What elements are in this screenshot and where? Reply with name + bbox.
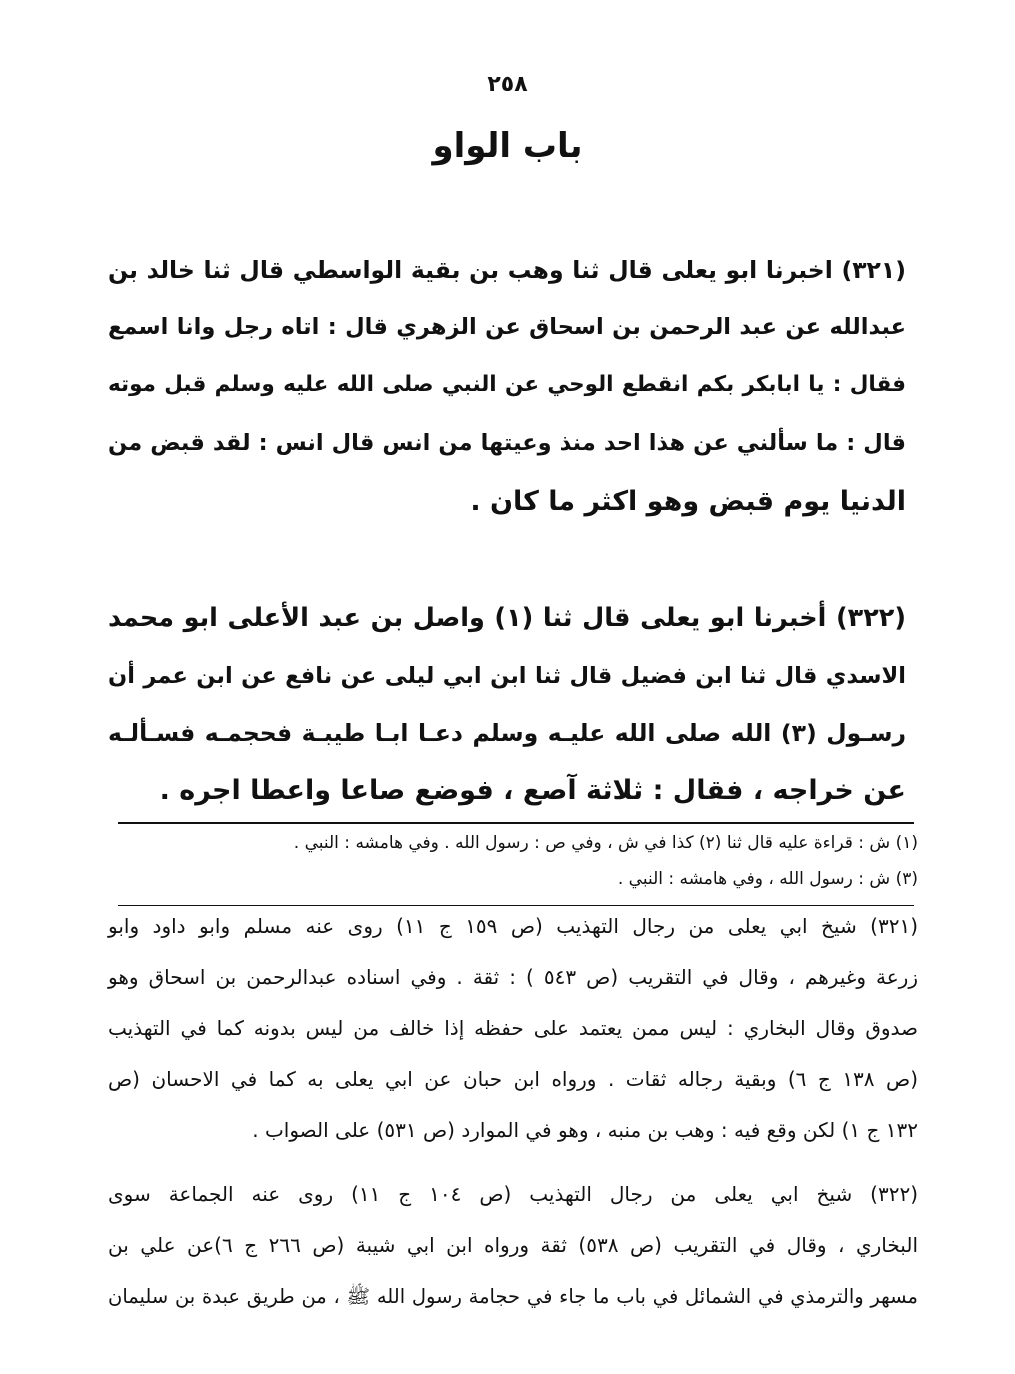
hadith-line: (٣٢١) اخبرنا ابو يعلى قال ثنا وهب بن بقية الواسطي قال ثنا خالد بن bbox=[108, 256, 906, 284]
commentary-line: صدوق وقال البخاري : ليس ممن يعتمد على حفظه إذا خالف من ليس بدونه كما في التهذيب bbox=[108, 1016, 918, 1040]
commentary-line: مسهر والترمذي في الشمائل في باب ما جاء في حجامة رسول الله ﷺ ، من طريق عبدة بن سليمان bbox=[108, 1285, 918, 1308]
hadith-line: الاسدي قال ثنا ابن فضيل قال ثنا ابن ابي ليلى عن نافع عن ابن عمر أن bbox=[108, 663, 906, 689]
footnote-line: (٣) ش : رسول الله ، وفي هامشه : النبي . bbox=[617, 869, 918, 889]
commentary-line: (ص ١٣٨ ج ٦) وبقية رجاله ثقات . ورواه ابن حبان عن ابي يعلى به كما في الاحسان (ص bbox=[108, 1067, 919, 1091]
footnote-line: (١) ش : قراءة عليه قال ثنا (٢) كذا في ش ، وفي ص : رسول الله . وفي هامشه : النبي . bbox=[293, 833, 918, 853]
hadith-line: قال : ما سألني عن هذا احد منذ وعيتها من انس قال انس : لقد قبض من bbox=[108, 430, 906, 456]
hadith-line: عبدالله عن عبد الرحمن بن اسحاق عن الزهري قال : اتاه رجل وانا اسمع bbox=[108, 314, 906, 340]
commentary-line: ١٣٢ ج ١) لكن وقع فيه : وهب بن منبه ، وهو في الموارد (ص ٥٣١) على الصواب . bbox=[252, 1118, 918, 1142]
hadith-line: فقال : يا ابابكر بكم انقطع الوحي عن النبي صلى الله عليه وسلم قبل موته bbox=[108, 372, 906, 397]
commentary-line: (٣٢١) شيخ ابي يعلى من رجال التهذيب (ص ١٥٩ ج ١١) روى عنه مسلم وابو داود وابو bbox=[108, 914, 919, 938]
commentary-line: البخاري ، وقال في التقريب (ص ٥٣٨) ثقة ورواه ابن ابي شيبة (ص ٢٦٦ ج ٦)عن علي بن bbox=[108, 1233, 918, 1257]
hadith-line: رسـول (٣) الله صلى الله عليـه وسلم دعـا ابـا طيبـة فحجمـه فسـألـه bbox=[108, 719, 906, 747]
chapter-title: باب الواو bbox=[432, 126, 583, 166]
commentary-line: (٣٢٢) شيخ ابي يعلى من رجال التهذيب (ص ١٠٤ ج ١١) روى عنه الجماعة سوى bbox=[108, 1182, 919, 1206]
hadith-line: (٣٢٢) أخبرنا ابو يعلى قال ثنا (١) واصل بن عبد الأعلى ابو محمد bbox=[108, 603, 906, 633]
hadith-line: الدنيا يوم قبض وهو اكثر ما كان . bbox=[470, 486, 906, 517]
footnote-divider bbox=[118, 822, 914, 824]
hadith-line: عن خراجه ، فقال : ثلاثة آصع ، فوضع صاعا واعطا اجره . bbox=[159, 775, 906, 806]
page-number: ٢٥٨ bbox=[487, 72, 528, 97]
commentary-divider bbox=[118, 905, 914, 906]
commentary-line: زرعة وغيرهم ، وقال في التقريب (ص ٥٤٣ ) : ثقة . وفي اسناده عبدالرحمن بن اسحاق وهو bbox=[108, 965, 919, 989]
